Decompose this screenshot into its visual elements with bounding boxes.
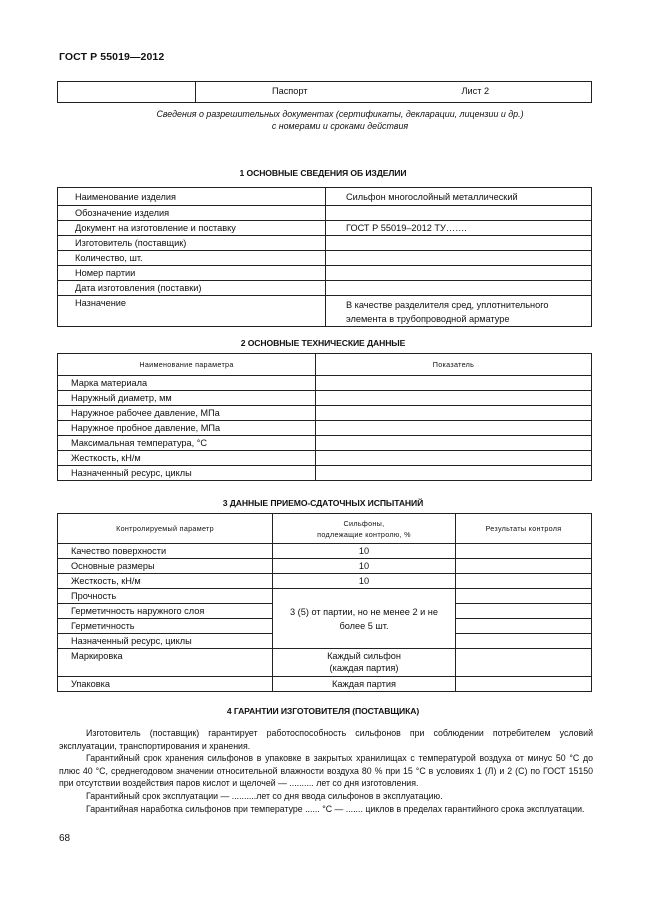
column-header	[456, 514, 592, 544]
row-label: Максимальная температура, °С	[71, 438, 208, 448]
table-cell	[58, 251, 326, 266]
table-cell	[326, 281, 592, 296]
passport-label: Паспорт	[272, 86, 308, 96]
table-cell	[273, 677, 456, 692]
table-cell	[456, 619, 592, 634]
table-cell	[58, 206, 326, 221]
table-cell	[316, 436, 592, 451]
table-cell	[58, 266, 326, 281]
row-label: Качество поверхности	[71, 546, 167, 556]
row-value: 10	[358, 546, 370, 556]
column-header	[273, 514, 456, 544]
table-cell	[326, 206, 592, 221]
table-cell	[316, 466, 592, 481]
table-cell	[58, 391, 316, 406]
row-label: Упаковка	[71, 679, 110, 689]
row-label: Марка материала	[71, 378, 148, 388]
table-cell	[273, 559, 456, 574]
row-value: Каждая партия	[332, 679, 396, 689]
table-cell	[58, 221, 326, 236]
column-header	[58, 354, 316, 376]
product-info-table	[57, 187, 592, 327]
table-cell	[273, 574, 456, 589]
row-label: Обозначение изделия	[75, 208, 170, 218]
table-cell	[58, 376, 316, 391]
row-label: Количество, шт.	[75, 253, 143, 263]
sheet-label: Лист 2	[461, 86, 490, 96]
technical-data-table	[57, 353, 592, 481]
row-value: ГОСТ Р 55019–2012 ТУ…….	[346, 223, 467, 233]
warranty-paragraph-4: Гарантийная наработка сильфонов при температуре ...... °С — ....... циклов в пределах гарантийного срока эксплуатации.	[86, 804, 585, 814]
row-label: Прочность	[71, 591, 117, 601]
section1-title: 1 ОСНОВНЫЕ СВЕДЕНИЯ ОБ ИЗДЕЛИИ	[239, 168, 407, 178]
table-cell	[58, 604, 273, 619]
row-label: Назначение	[75, 298, 127, 308]
row-value: 10	[358, 561, 370, 571]
permits-note-line1: Сведения о разрешительных документах (сертификаты, декларации, лицензии и др.)	[156, 109, 524, 119]
row-label: Номер партии	[75, 268, 136, 278]
table-cell	[58, 436, 316, 451]
table-cell	[58, 544, 273, 559]
table-cell	[58, 634, 273, 649]
section2-title: 2 ОСНОВНЫЕ ТЕХНИЧЕСКИЕ ДАННЫЕ	[240, 338, 406, 348]
row-label: Документ на изготовление и поставку	[75, 223, 236, 233]
table-cell	[456, 634, 592, 649]
column-header	[316, 354, 592, 376]
row-label: Основные размеры	[71, 561, 155, 571]
section3-title: 3 ДАННЫЕ ПРИЕМО-СДАТОЧНЫХ ИСПЫТАНИЙ	[222, 498, 424, 508]
document-code: ГОСТ Р 55019—2012	[59, 51, 165, 63]
warranty-paragraph-1: Изготовитель (поставщик) гарантирует работоспособность сильфонов при соблюдении потребителем условий эксплуатации, транспортирования и хранения.	[59, 728, 593, 751]
warranty-paragraph-3: Гарантийный срок эксплуатации — ..........лет со дня ввода сильфонов в эксплуатацию.	[86, 791, 443, 801]
table-cell	[326, 266, 592, 281]
row-label: Назначенный ресурс, циклы	[71, 468, 192, 478]
row-value: Сильфон многослойный металлический	[346, 192, 518, 202]
table-cell	[58, 574, 273, 589]
table-cell	[456, 589, 592, 604]
table-cell	[58, 559, 273, 574]
table-cell	[456, 649, 592, 677]
table-cell	[456, 544, 592, 559]
column-header-text: Показатель	[432, 360, 475, 369]
row-label: Изготовитель (поставщик)	[75, 238, 187, 248]
row-label: Наружное рабочее давление, МПа	[71, 408, 220, 418]
row-label: Наружное пробное давление, МПа	[71, 423, 221, 433]
acceptance-tests-table	[57, 513, 592, 692]
table-cell	[316, 391, 592, 406]
row-value: В качестве разделителя сред, уплотнительного элемента в трубопроводной арматуре	[346, 300, 549, 324]
table-cell	[58, 421, 316, 436]
table-cell	[326, 236, 592, 251]
page-number: 68	[59, 833, 71, 844]
row-label: Дата изготовления (поставки)	[75, 283, 202, 293]
row-label: Жесткость, кН/м	[71, 576, 141, 586]
table-cell	[58, 589, 273, 604]
table-cell	[58, 296, 326, 327]
row-value: 10	[358, 576, 370, 586]
table-cell	[58, 406, 316, 421]
passport-empty-cell	[58, 82, 196, 103]
table-cell	[273, 649, 456, 677]
row-label: Жесткость, кН/м	[71, 453, 141, 463]
table-cell	[456, 559, 592, 574]
warranty-paragraph-2: Гарантийный срок хранения сильфонов в упаковке в закрытых хранилищах с температурой воздуха от минус 50 °С до плюс 40 °С, среднегодовом значении относительной влажности воздуха 80 % при 15 °С в условиях 1 (Л) и 2 (С) по ГОСТ 15150 при отсутствии воздействия паров кислот и щелочей — .......... лет со дня изготовления.	[59, 753, 593, 789]
row-label: Маркировка	[71, 651, 123, 661]
table-cell	[58, 188, 326, 206]
column-header-text: Наименование параметра	[139, 360, 234, 369]
table-cell	[316, 376, 592, 391]
row-label: Наименование изделия	[75, 192, 177, 202]
table-cell	[58, 451, 316, 466]
row-label: Наружный диаметр, мм	[71, 393, 172, 403]
table-cell	[326, 221, 592, 236]
column-header	[58, 514, 273, 544]
column-header-text: подлежащие контролю, %	[317, 529, 411, 539]
table-cell	[58, 236, 326, 251]
column-header-text: Результаты контроля	[485, 524, 562, 533]
table-cell	[326, 296, 592, 327]
table-cell	[326, 188, 592, 206]
column-header-text: Контролируемый параметр	[116, 524, 214, 533]
table-cell	[58, 466, 316, 481]
passport-sheet-table	[57, 81, 592, 103]
table-cell	[58, 281, 326, 296]
table-cell	[316, 421, 592, 436]
table-cell	[456, 677, 592, 692]
merged-cell	[273, 589, 456, 649]
table-cell	[326, 251, 592, 266]
passport-label-cell	[196, 82, 592, 103]
merged-line: 3 (5) от партии, но не менее 2 и не	[290, 606, 438, 617]
row-label: Назначенный ресурс, циклы	[71, 636, 192, 646]
permits-note-line2: с номерами и сроками действия	[271, 121, 409, 131]
table-cell	[58, 677, 273, 692]
row-label: Герметичность	[71, 621, 135, 631]
table-cell	[58, 619, 273, 634]
section4-title: 4 ГАРАНТИИ ИЗГОТОВИТЕЛЯ (ПОСТАВЩИКА)	[226, 706, 420, 716]
permits-note	[80, 108, 600, 132]
table-cell	[58, 649, 273, 677]
merged-line: более 5 шт.	[339, 620, 389, 631]
column-header-text: Сильфоны,	[343, 518, 385, 528]
table-cell	[456, 574, 592, 589]
row-value: Каждый сильфон	[327, 651, 401, 661]
table-cell	[273, 544, 456, 559]
table-cell	[316, 451, 592, 466]
row-label: Герметичность наружного слоя	[71, 606, 205, 616]
table-cell	[316, 406, 592, 421]
table-cell	[456, 604, 592, 619]
row-value: (каждая партия)	[329, 663, 399, 673]
